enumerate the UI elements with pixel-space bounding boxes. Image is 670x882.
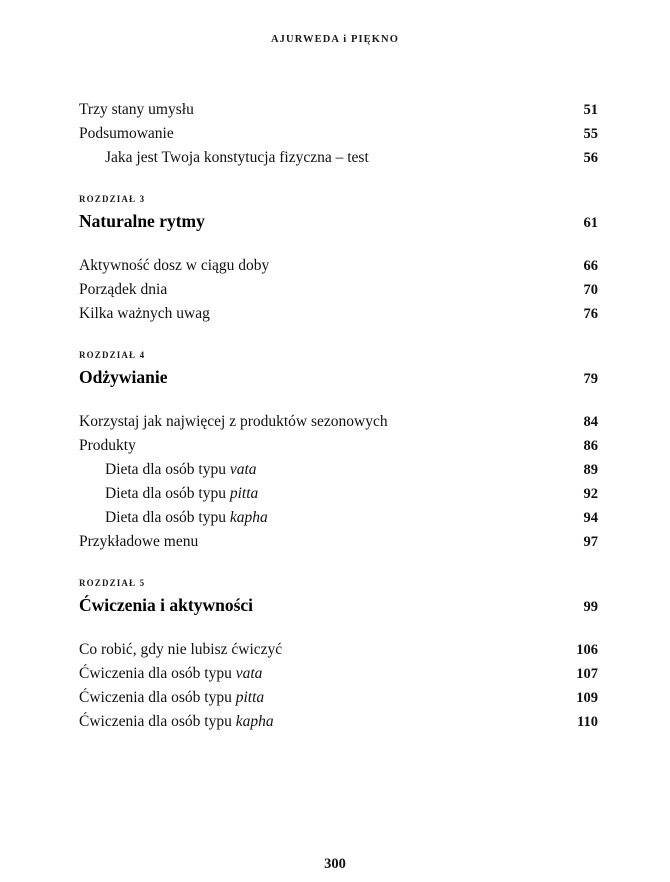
toc-entry-page-number: 94 xyxy=(583,510,598,526)
toc-entry-page-number: 92 xyxy=(583,486,598,502)
toc-chapter-heading[interactable] xyxy=(79,576,598,617)
toc-entry[interactable] xyxy=(79,638,598,662)
toc-entry-page-number: 76 xyxy=(583,306,598,322)
toc-entry-page-number: 106 xyxy=(576,642,598,658)
toc-entry-label: Aktywność dosz w ciągu doby xyxy=(79,257,270,274)
toc-chapter-kicker: ROZDZIAŁ 4 xyxy=(79,350,146,360)
toc-chapter-title: Naturalne rytmy xyxy=(79,211,205,231)
toc-chapter-title-row xyxy=(79,209,598,233)
toc-entry-page-number: 55 xyxy=(583,126,598,142)
toc-entry[interactable] xyxy=(79,146,598,170)
toc-entry[interactable] xyxy=(79,458,598,482)
toc-entry-label: Co robić, gdy nie lubisz ćwiczyć xyxy=(79,641,283,658)
toc-entry-page-number: 84 xyxy=(583,414,598,430)
toc-chapter-title: Odżywianie xyxy=(79,367,168,387)
toc-chapter-page-number: 61 xyxy=(583,215,598,231)
toc-entry-term: kapha xyxy=(229,509,268,526)
toc-entry[interactable] xyxy=(79,710,598,734)
toc-chapter-kicker: ROZDZIAŁ 5 xyxy=(79,578,146,588)
toc-entry-label: Porządek dnia xyxy=(79,281,168,298)
toc-entry-page-number: 66 xyxy=(583,258,598,274)
toc-entry-term: pitta xyxy=(229,485,259,502)
toc-entry[interactable] xyxy=(79,410,598,434)
toc-entry-page-number: 97 xyxy=(583,534,598,550)
toc-entry-label: Dieta dla osób typu vata xyxy=(105,461,257,478)
toc-chapter-page-number: 99 xyxy=(583,599,598,615)
toc-entry-group xyxy=(79,638,598,734)
toc-entry-label: Korzystaj jak najwięcej z produktów sezonowych xyxy=(79,413,388,430)
toc-entry-page-number: 109 xyxy=(576,690,598,706)
toc-entry-page-number: 110 xyxy=(577,714,598,730)
toc-entry-page-number: 107 xyxy=(576,666,598,682)
running-head: AJURWEDA i PIĘKNO xyxy=(270,34,399,45)
toc-entry[interactable] xyxy=(79,434,598,458)
toc-entry-label: Jaka jest Twoja konstytucja fizyczna – test xyxy=(105,149,369,166)
toc-entry-label: Ćwiczenia dla osób typu vata xyxy=(79,665,263,682)
toc-entry-term: pitta xyxy=(235,689,265,706)
toc-entry-term: vata xyxy=(229,461,257,478)
toc-entry-group xyxy=(79,98,598,170)
toc-entry[interactable] xyxy=(79,662,598,686)
toc-chapter-title-row xyxy=(79,593,598,617)
toc-entry-page-number: 70 xyxy=(583,282,598,298)
toc-chapter-heading[interactable] xyxy=(79,192,598,233)
toc-entry-page-number: 56 xyxy=(583,150,598,166)
toc-entry-label: Ćwiczenia dla osób typu pitta xyxy=(79,689,265,706)
toc-entry[interactable] xyxy=(79,506,598,530)
toc-entry-label: Podsumowanie xyxy=(79,125,174,142)
toc-entry-page-number: 86 xyxy=(583,438,598,454)
toc-entry-page-number: 89 xyxy=(583,462,598,478)
toc-entry-term: kapha xyxy=(235,713,274,730)
toc-chapter-heading[interactable] xyxy=(79,348,598,389)
toc-chapter-page-number: 79 xyxy=(583,371,598,387)
toc-entry-label: Dieta dla osób typu kapha xyxy=(105,509,268,526)
toc-entry-group xyxy=(79,410,598,554)
toc-entry-label: Produkty xyxy=(79,437,136,454)
toc-entry-group xyxy=(79,254,598,326)
toc-entry-label: Kilka ważnych uwag xyxy=(79,305,210,322)
toc-entry[interactable] xyxy=(79,530,598,554)
folio-page-number: 300 xyxy=(324,856,346,872)
toc-entry[interactable] xyxy=(79,686,598,710)
toc-chapter-title-row xyxy=(79,365,598,389)
toc-entry[interactable] xyxy=(79,254,598,278)
toc-entry[interactable] xyxy=(79,278,598,302)
toc-entry[interactable] xyxy=(79,482,598,506)
toc-entry-term: vata xyxy=(235,665,263,682)
toc-entry[interactable] xyxy=(79,122,598,146)
toc-entry-label: Trzy stany umysłu xyxy=(79,101,194,118)
toc-entry-label: Przykładowe menu xyxy=(79,533,199,550)
toc-entry-label: Dieta dla osób typu pitta xyxy=(105,485,259,502)
toc-chapter-kicker: ROZDZIAŁ 3 xyxy=(79,194,146,204)
toc-chapter-title: Ćwiczenia i aktywności xyxy=(79,595,254,615)
toc-entry-page-number: 51 xyxy=(583,102,598,118)
toc-entry[interactable] xyxy=(79,302,598,326)
table-of-contents xyxy=(79,98,598,734)
toc-entry[interactable] xyxy=(79,98,598,122)
toc-entry-label: Ćwiczenia dla osób typu kapha xyxy=(79,713,274,730)
